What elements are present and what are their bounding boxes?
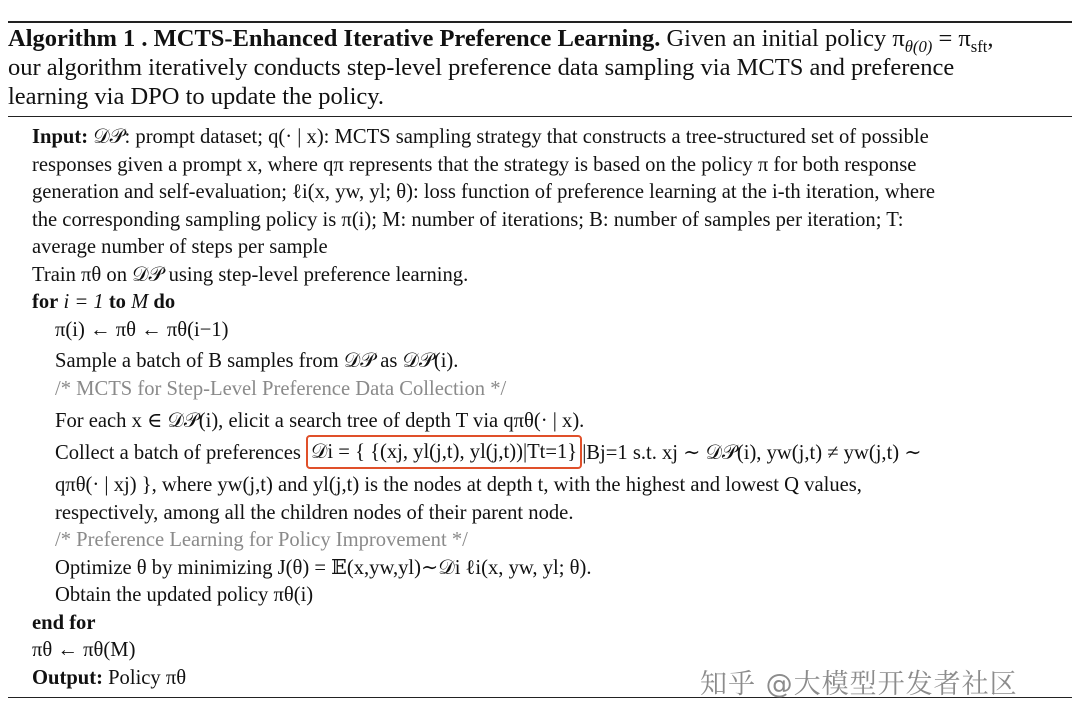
caption-rule xyxy=(8,116,1072,117)
caption-title: Algorithm 1 . MCTS-Enhanced Iterative Preference Learning. xyxy=(8,25,661,52)
highlighted-preference-set: 𝒟i = { {(xj, yl(j,t), yl(j,t))|Tt=1} xyxy=(306,435,582,469)
final-assign-line: πθ ← πθ(M) xyxy=(32,639,136,661)
collect-line-2: qπθ(· | xj) }, where yw(j,t) and yl(j,t) is the nodes at depth t, with the highest and lowest Q values, xyxy=(55,473,862,496)
obtain-line: Obtain the updated policy πθ(i) xyxy=(55,584,314,606)
caption-line-3: learning via DPO to update the policy. xyxy=(8,83,385,110)
optimize-line: Optimize θ by minimizing J(θ) = 𝔼(x,yw,yl)∼𝒟i ℓi(x, yw, yl; θ). xyxy=(55,556,592,579)
end-for-line: end for xyxy=(32,611,96,634)
output-label: Output: xyxy=(32,666,103,689)
collect-line: Collect a batch of preferences 𝒟i = { {(xj, yl(j,t), yl(j,t))|Tt=1} |Bj=1 s.t. xj ∼ 𝒟𝒫(i), yw(j,t) ≠ yw(j,t) ∼ xyxy=(32,436,1072,468)
train-line: Train πθ on 𝒟𝒫 using step-level preference learning. xyxy=(32,263,469,286)
comment-mcts: /* MCTS for Step-Level Preference Data Collection */ xyxy=(55,378,507,400)
caption-line-2: our algorithm iteratively conducts step-level preference data sampling via MCTS and preference xyxy=(8,54,955,81)
sample-line: Sample a batch of B samples from 𝒟𝒫 as 𝒟𝒫(i). xyxy=(55,350,459,372)
algorithm-caption xyxy=(8,24,1072,111)
foreach-line: For each x ∈ 𝒟𝒫(i), elicit a search tree of depth T via qπθ(· | x). xyxy=(55,409,585,432)
caption-line-1: Algorithm 1 . MCTS-Enhanced Iterative Preference Learning. Given an initial policy $\pi_{\theta(0)} = \pi_{sft}$, xyxy=(8,25,994,56)
input-line-3: generation and self-evaluation; ℓi(x, yw, yl; θ): loss function of preference learning at the i-th iteration, where xyxy=(32,181,936,203)
output-line: Output: Policy πθ xyxy=(32,666,187,689)
collect-line-3: respectively, among all the children nodes of their parent node. xyxy=(55,501,574,524)
top-rule xyxy=(8,21,1072,23)
input-line-5: average number of steps per sample xyxy=(32,236,328,258)
assign-line: π(i) ← πθ ← πθ(i−1) xyxy=(55,318,229,341)
input-line-4: the corresponding sampling policy is π(i); M: number of iterations; B: number of samples per iteration; T: xyxy=(32,208,904,231)
watermark: 知乎 @大模型开发者社区 xyxy=(700,669,1018,700)
input-line-1: Input: 𝒟𝒫: prompt dataset; q(· | x): MCTS sampling strategy that constructs a tree-structured set of possible xyxy=(32,126,929,148)
input-line-2: responses given a prompt x, where qπ represents that the strategy is based on the policy π for both response xyxy=(32,153,917,176)
for-line: for i = 1 to M do xyxy=(32,291,176,313)
algorithm-body xyxy=(32,124,1072,692)
comment-preference: /* Preference Learning for Policy Improvement */ xyxy=(55,529,468,551)
input-label: Input: xyxy=(32,126,89,148)
